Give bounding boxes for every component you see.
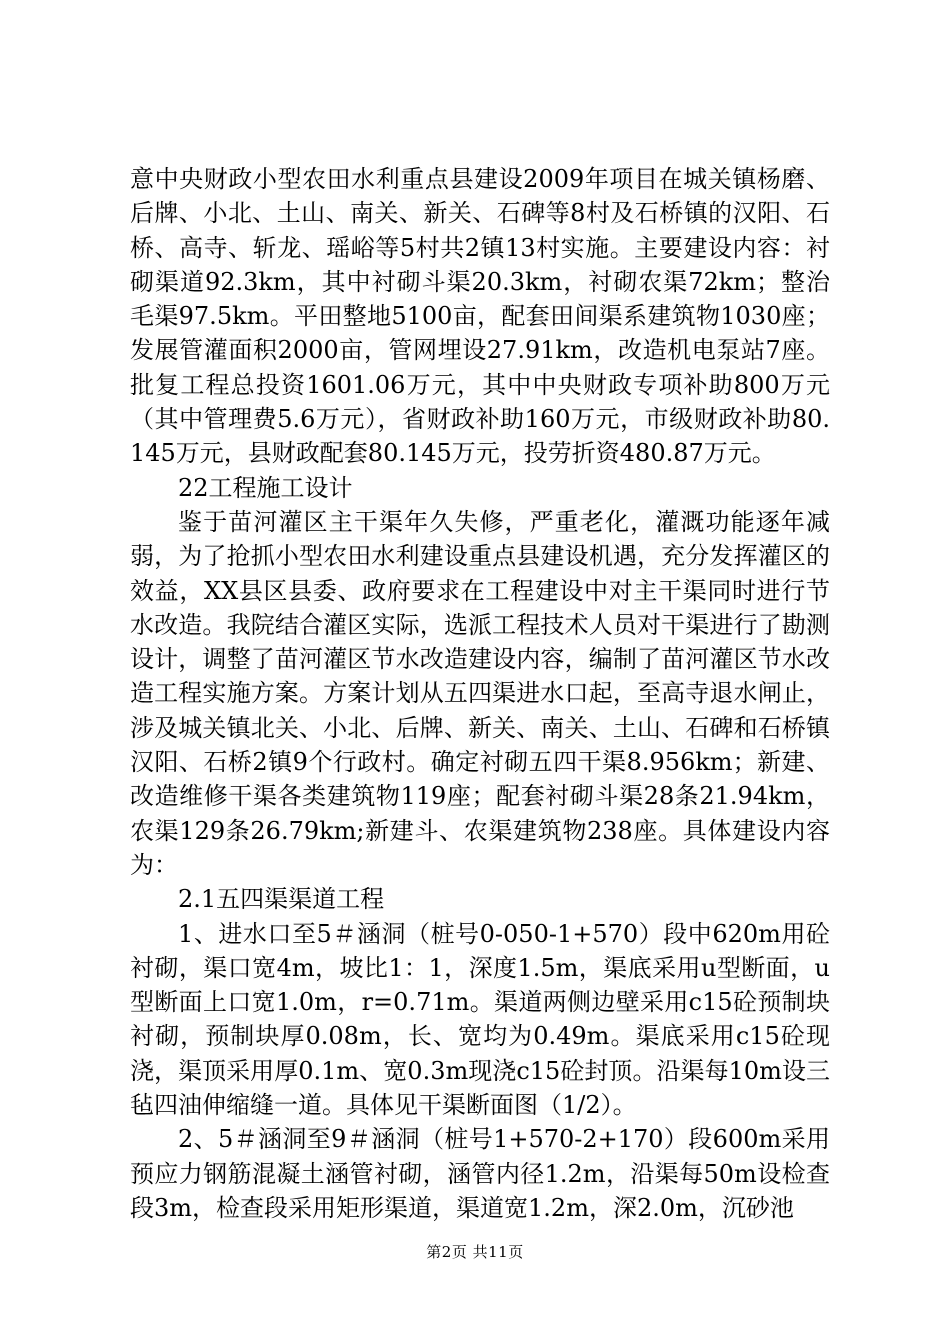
paragraph-item-1: 1、进水口至5＃涵洞（桩号0-050-1+570）段中620m用砼衬砌，渠口宽4m，坡比1：1，深度1.5m，渠底采用u型断面，u型断面上口宽1.0m，r=0.71m。渠道两侧边壁采用c15砼预制块衬砌，预制块厚0.08m，长、宽均为0.49m。渠底采用c15砼现浇，渠顶采用厚0.1m、宽0.3m现浇c15砼封顶。沿渠每10m设三毡四油伸缩缝一道。具体见干渠断面图（1/2）。 [130, 919, 830, 1120]
page-number-footer: 第2页 共11页 [426, 1243, 524, 1261]
paragraph-item-2: 2、5＃涵洞至9＃涵洞（桩号1+570-2+170）段600m采用预应力钢筋混凝土涵管衬砌，涵管内径1.2m，沿渠每50m设检查段3m，检查段采用矩形渠道，渠道宽1.2m，深2.0m，沉砂池 [130, 1125, 830, 1222]
paragraph-design-overview: 鉴于苗河灌区主干渠年久失修，严重老化，灌溉功能逐年减弱，为了抢抓小型农田水利建设重点县建设机遇，充分发挥灌区的效益，XX县区县委、政府要求在工程建设中对主干渠同时进行节水改造。我院结合灌区实际，选派工程技术人员对干渠进行了勘测设计，调整了苗河灌区节水改造建设内容，编制了苗河灌区节水改造工程实施方案。方案计划从五四渠进水口起，至高寺退水闸止，涉及城关镇北关、小北、后牌、新关、南关、土山、石碑和石桥镇汉阳、石桥2镇9个行政村。确定衬砌五四干渠8.956km；新建、改造维修干渠各类建筑物119座；配套衬砌斗渠28条21.94km，农渠129条26.79km;新建斗、农渠建筑物238座。具体建设内容为： [130, 507, 830, 879]
section-heading-construction-design: 22工程施工设计 [178, 473, 353, 502]
document-body [130, 162, 830, 1225]
section-heading-canal-works: 2.1五四渠渠道工程 [178, 885, 385, 914]
paragraph-project-summary: 意中央财政小型农田水利重点县建设2009年项目在城关镇杨磨、后牌、小北、土山、南关、新关、石碑等8村及石桥镇的汉阳、石桥、高寺、斩龙、瑶峪等5村共2镇13村实施。主要建设内容：衬砌渠道92.3km，其中衬砌斗渠20.3km，衬砌农渠72km；整治毛渠97.5km。平田整地5100亩，配套田间渠系建筑物1030座；发展管灌面积2000亩，管网埋设27.91km，改造机电泵站7座。批复工程总投资1601.06万元，其中中央财政专项补助800万元（其中管理费5.6万元），省财政补助160万元，市级财政补助80.145万元，县财政配套80.145万元，投劳折资480.87万元。 [130, 165, 830, 468]
